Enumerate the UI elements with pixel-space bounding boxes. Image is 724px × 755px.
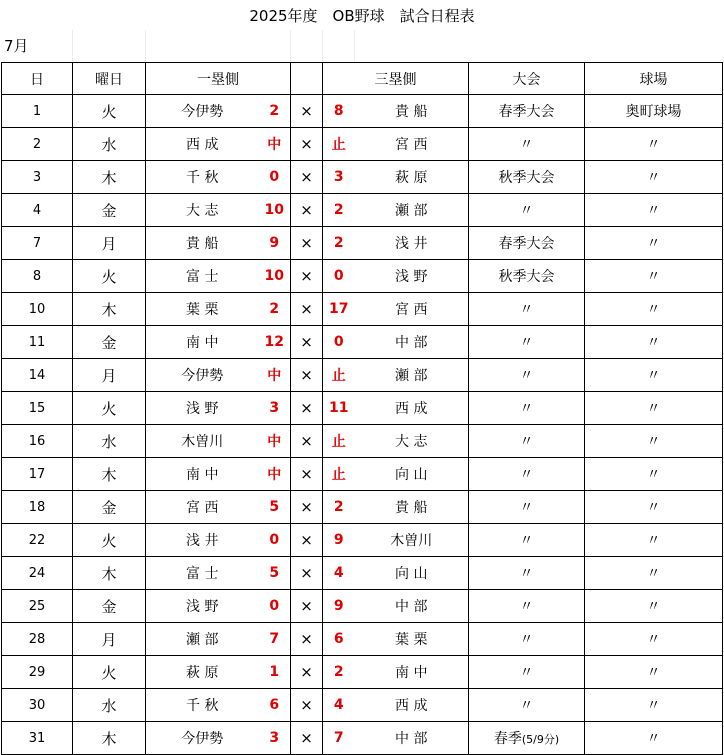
first-base-score-cell: 12	[259, 326, 291, 359]
tournament-label: 〃	[519, 368, 534, 384]
day-cell: 4	[2, 194, 73, 227]
tournament-label: 〃	[519, 665, 534, 681]
versus-mark-cell: ×	[291, 293, 323, 326]
header-vs-blank	[291, 63, 323, 95]
tournament-label: 〃	[519, 566, 534, 582]
tournament-cell	[469, 95, 585, 128]
third-base-team-cell: 宮 西	[355, 128, 469, 161]
third-base-team-cell: 浅 野	[355, 260, 469, 293]
tournament-label: 〃	[519, 599, 534, 615]
weekday-cell: 金	[73, 326, 146, 359]
tournament-cell	[469, 425, 585, 458]
first-base-score-cell: 0	[259, 161, 291, 194]
first-base-score-cell: 5	[259, 557, 291, 590]
weekday-cell: 火	[73, 392, 146, 425]
schedule-table	[1, 62, 723, 755]
first-base-team-cell: 千 秋	[146, 689, 259, 722]
first-base-team-cell: 宮 西	[146, 491, 259, 524]
field-cell: 奥町球場	[585, 95, 723, 128]
table-row	[2, 458, 723, 491]
header-field: 球場	[585, 63, 723, 95]
weekday-cell: 火	[73, 524, 146, 557]
tournament-label: 〃	[519, 533, 534, 549]
weekday-cell: 木	[73, 722, 146, 755]
tournament-label: 〃	[519, 467, 534, 483]
header-weekday: 曜日	[73, 63, 146, 95]
versus-mark-cell: ×	[291, 557, 323, 590]
tournament-label: 〃	[519, 698, 534, 714]
tournament-cell	[469, 359, 585, 392]
table-row	[2, 326, 723, 359]
tournament-label: 春季大会	[498, 104, 555, 120]
field-cell: 〃	[585, 689, 723, 722]
third-base-team-cell: 萩 原	[355, 161, 469, 194]
third-base-team-cell: 瀬 部	[355, 359, 469, 392]
versus-mark-cell: ×	[291, 590, 323, 623]
versus-mark-cell: ×	[291, 392, 323, 425]
weekday-cell: 火	[73, 656, 146, 689]
tournament-cell	[469, 260, 585, 293]
table-row	[2, 689, 723, 722]
tournament-cell	[469, 326, 585, 359]
third-base-score-cell: 9	[323, 524, 355, 557]
first-base-score-cell: 2	[259, 95, 291, 128]
first-base-team-cell: 富 士	[146, 260, 259, 293]
weekday-cell: 金	[73, 590, 146, 623]
day-cell: 17	[2, 458, 73, 491]
field-cell: 〃	[585, 491, 723, 524]
versus-mark-cell: ×	[291, 689, 323, 722]
first-base-team-cell: 浅 野	[146, 590, 259, 623]
versus-mark-cell: ×	[291, 260, 323, 293]
first-base-score-cell: 1	[259, 656, 291, 689]
tournament-label: 〃	[519, 500, 534, 516]
third-base-team-cell: 葉 栗	[355, 623, 469, 656]
sheet-gridline	[72, 30, 73, 61]
versus-mark-cell: ×	[291, 458, 323, 491]
table-row	[2, 491, 723, 524]
first-base-team-cell: 今伊勢	[146, 359, 259, 392]
field-cell: 〃	[585, 524, 723, 557]
tournament-cell	[469, 293, 585, 326]
versus-mark-cell: ×	[291, 491, 323, 524]
weekday-cell: 水	[73, 425, 146, 458]
third-base-team-cell: 中 部	[355, 722, 469, 755]
third-base-score-cell: 2	[323, 227, 355, 260]
tournament-cell	[469, 557, 585, 590]
third-base-score-cell: 7	[323, 722, 355, 755]
first-base-score-cell: 3	[259, 722, 291, 755]
tournament-cell	[469, 623, 585, 656]
first-base-score-cell: 3	[259, 392, 291, 425]
field-cell: 〃	[585, 722, 723, 755]
tournament-label: 〃	[519, 137, 534, 153]
weekday-cell: 木	[73, 293, 146, 326]
weekday-cell: 木	[73, 161, 146, 194]
third-base-score-cell: 2	[323, 656, 355, 689]
field-cell: 〃	[585, 557, 723, 590]
sheet-gridline	[145, 30, 146, 61]
tournament-note: (5/9分)	[521, 733, 560, 746]
field-cell: 〃	[585, 458, 723, 491]
versus-mark-cell: ×	[291, 326, 323, 359]
tournament-cell	[469, 392, 585, 425]
tournament-label: 〃	[519, 302, 534, 318]
third-base-score-cell: 4	[323, 557, 355, 590]
table-row	[2, 161, 723, 194]
first-base-score-cell: 中	[259, 359, 291, 392]
first-base-score-cell: 0	[259, 524, 291, 557]
first-base-score-cell: 中	[259, 458, 291, 491]
field-cell: 〃	[585, 194, 723, 227]
tournament-cell	[469, 656, 585, 689]
first-base-score-cell: 9	[259, 227, 291, 260]
day-cell: 31	[2, 722, 73, 755]
tournament-cell	[469, 722, 585, 755]
third-base-team-cell: 大 志	[355, 425, 469, 458]
weekday-cell: 火	[73, 260, 146, 293]
third-base-team-cell: 浅 井	[355, 227, 469, 260]
table-row	[2, 722, 723, 755]
table-row	[2, 95, 723, 128]
versus-mark-cell: ×	[291, 194, 323, 227]
tournament-cell	[469, 590, 585, 623]
first-base-team-cell: 貴 船	[146, 227, 259, 260]
third-base-team-cell: 向 山	[355, 458, 469, 491]
header-third-base: 三塁側	[323, 63, 469, 95]
first-base-team-cell: 大 志	[146, 194, 259, 227]
third-base-team-cell: 宮 西	[355, 293, 469, 326]
first-base-team-cell: 千 秋	[146, 161, 259, 194]
versus-mark-cell: ×	[291, 95, 323, 128]
table-row	[2, 557, 723, 590]
third-base-team-cell: 中 部	[355, 590, 469, 623]
third-base-team-cell: 向 山	[355, 557, 469, 590]
third-base-team-cell: 瀬 部	[355, 194, 469, 227]
third-base-score-cell: 0	[323, 260, 355, 293]
table-row	[2, 590, 723, 623]
third-base-team-cell: 中 部	[355, 326, 469, 359]
versus-mark-cell: ×	[291, 623, 323, 656]
day-cell: 14	[2, 359, 73, 392]
table-row	[2, 392, 723, 425]
third-base-score-cell: 止	[323, 128, 355, 161]
field-cell: 〃	[585, 656, 723, 689]
third-base-score-cell: 9	[323, 590, 355, 623]
tournament-cell	[469, 227, 585, 260]
table-row	[2, 623, 723, 656]
day-cell: 30	[2, 689, 73, 722]
first-base-team-cell: 南 中	[146, 458, 259, 491]
first-base-score-cell: 10	[259, 260, 291, 293]
table-row	[2, 656, 723, 689]
field-cell: 〃	[585, 128, 723, 161]
first-base-score-cell: 2	[259, 293, 291, 326]
weekday-cell: 火	[73, 95, 146, 128]
third-base-score-cell: 4	[323, 689, 355, 722]
tournament-label: 〃	[519, 401, 534, 417]
weekday-cell: 水	[73, 689, 146, 722]
first-base-team-cell: 葉 栗	[146, 293, 259, 326]
first-base-team-cell: 富 士	[146, 557, 259, 590]
day-cell: 25	[2, 590, 73, 623]
month-label: 7月	[4, 37, 29, 55]
day-cell: 18	[2, 491, 73, 524]
versus-mark-cell: ×	[291, 524, 323, 557]
day-cell: 22	[2, 524, 73, 557]
tournament-cell	[469, 491, 585, 524]
sheet-gridline	[354, 30, 355, 61]
table-row	[2, 227, 723, 260]
first-base-score-cell: 10	[259, 194, 291, 227]
day-cell: 8	[2, 260, 73, 293]
third-base-score-cell: 3	[323, 161, 355, 194]
first-base-team-cell: 南 中	[146, 326, 259, 359]
first-base-team-cell: 木曽川	[146, 425, 259, 458]
versus-mark-cell: ×	[291, 161, 323, 194]
weekday-cell: 金	[73, 491, 146, 524]
third-base-score-cell: 8	[323, 95, 355, 128]
day-cell: 1	[2, 95, 73, 128]
first-base-score-cell: 6	[259, 689, 291, 722]
table-row	[2, 260, 723, 293]
day-cell: 16	[2, 425, 73, 458]
tournament-label: 秋季大会	[498, 170, 555, 186]
tournament-cell	[469, 458, 585, 491]
schedule-rows	[2, 95, 723, 755]
third-base-team-cell: 貴 船	[355, 491, 469, 524]
day-cell: 2	[2, 128, 73, 161]
first-base-team-cell: 萩 原	[146, 656, 259, 689]
day-cell: 10	[2, 293, 73, 326]
versus-mark-cell: ×	[291, 359, 323, 392]
first-base-team-cell: 浅 井	[146, 524, 259, 557]
weekday-cell: 木	[73, 557, 146, 590]
table-row	[2, 128, 723, 161]
tournament-cell	[469, 194, 585, 227]
tournament-label: 〃	[519, 632, 534, 648]
field-cell: 〃	[585, 425, 723, 458]
first-base-score-cell: 5	[259, 491, 291, 524]
sheet-gridline	[290, 30, 291, 61]
first-base-team-cell: 浅 野	[146, 392, 259, 425]
field-cell: 〃	[585, 293, 723, 326]
third-base-score-cell: 17	[323, 293, 355, 326]
versus-mark-cell: ×	[291, 227, 323, 260]
tournament-label: 春季大会	[498, 236, 555, 252]
field-cell: 〃	[585, 227, 723, 260]
first-base-team-cell: 瀬 部	[146, 623, 259, 656]
third-base-score-cell: 止	[323, 425, 355, 458]
first-base-team-cell: 今伊勢	[146, 722, 259, 755]
tournament-label: 春季	[493, 731, 522, 747]
field-cell: 〃	[585, 326, 723, 359]
first-base-team-cell: 今伊勢	[146, 95, 259, 128]
day-cell: 3	[2, 161, 73, 194]
field-cell: 〃	[585, 590, 723, 623]
table-row	[2, 359, 723, 392]
third-base-team-cell: 貴 船	[355, 95, 469, 128]
day-cell: 7	[2, 227, 73, 260]
third-base-score-cell: 2	[323, 194, 355, 227]
table-row	[2, 293, 723, 326]
tournament-cell	[469, 689, 585, 722]
header-row	[2, 63, 723, 95]
first-base-team-cell: 西 成	[146, 128, 259, 161]
table-row	[2, 425, 723, 458]
field-cell: 〃	[585, 392, 723, 425]
third-base-score-cell: 止	[323, 359, 355, 392]
third-base-team-cell: 木曽川	[355, 524, 469, 557]
third-base-score-cell: 0	[323, 326, 355, 359]
third-base-team-cell: 南 中	[355, 656, 469, 689]
header-day: 日	[2, 63, 73, 95]
third-base-score-cell: 6	[323, 623, 355, 656]
weekday-cell: 月	[73, 227, 146, 260]
first-base-score-cell: 0	[259, 590, 291, 623]
third-base-score-cell: 止	[323, 458, 355, 491]
tournament-label: 〃	[519, 203, 534, 219]
versus-mark-cell: ×	[291, 425, 323, 458]
weekday-cell: 金	[73, 194, 146, 227]
third-base-team-cell: 西 成	[355, 392, 469, 425]
first-base-score-cell: 7	[259, 623, 291, 656]
weekday-cell: 月	[73, 623, 146, 656]
versus-mark-cell: ×	[291, 656, 323, 689]
tournament-label: 〃	[519, 335, 534, 351]
table-row	[2, 524, 723, 557]
third-base-score-cell: 2	[323, 491, 355, 524]
tournament-label: 〃	[519, 434, 534, 450]
third-base-score-cell: 11	[323, 392, 355, 425]
tournament-cell	[469, 161, 585, 194]
tournament-cell	[469, 524, 585, 557]
versus-mark-cell: ×	[291, 722, 323, 755]
tournament-label: 秋季大会	[498, 269, 555, 285]
weekday-cell: 木	[73, 458, 146, 491]
tournament-cell	[469, 128, 585, 161]
field-cell: 〃	[585, 623, 723, 656]
field-cell: 〃	[585, 161, 723, 194]
header-first-base: 一塁側	[146, 63, 291, 95]
day-cell: 24	[2, 557, 73, 590]
sheet-gridline	[322, 30, 323, 61]
day-cell: 15	[2, 392, 73, 425]
schedule-title: 2025年度 OB野球 試合日程表	[249, 7, 475, 25]
table-row	[2, 194, 723, 227]
third-base-team-cell: 西 成	[355, 689, 469, 722]
field-cell: 〃	[585, 260, 723, 293]
day-cell: 11	[2, 326, 73, 359]
weekday-cell: 月	[73, 359, 146, 392]
weekday-cell: 水	[73, 128, 146, 161]
versus-mark-cell: ×	[291, 128, 323, 161]
day-cell: 29	[2, 656, 73, 689]
first-base-score-cell: 中	[259, 128, 291, 161]
field-cell: 〃	[585, 359, 723, 392]
first-base-score-cell: 中	[259, 425, 291, 458]
header-tournament: 大会	[469, 63, 585, 95]
day-cell: 28	[2, 623, 73, 656]
